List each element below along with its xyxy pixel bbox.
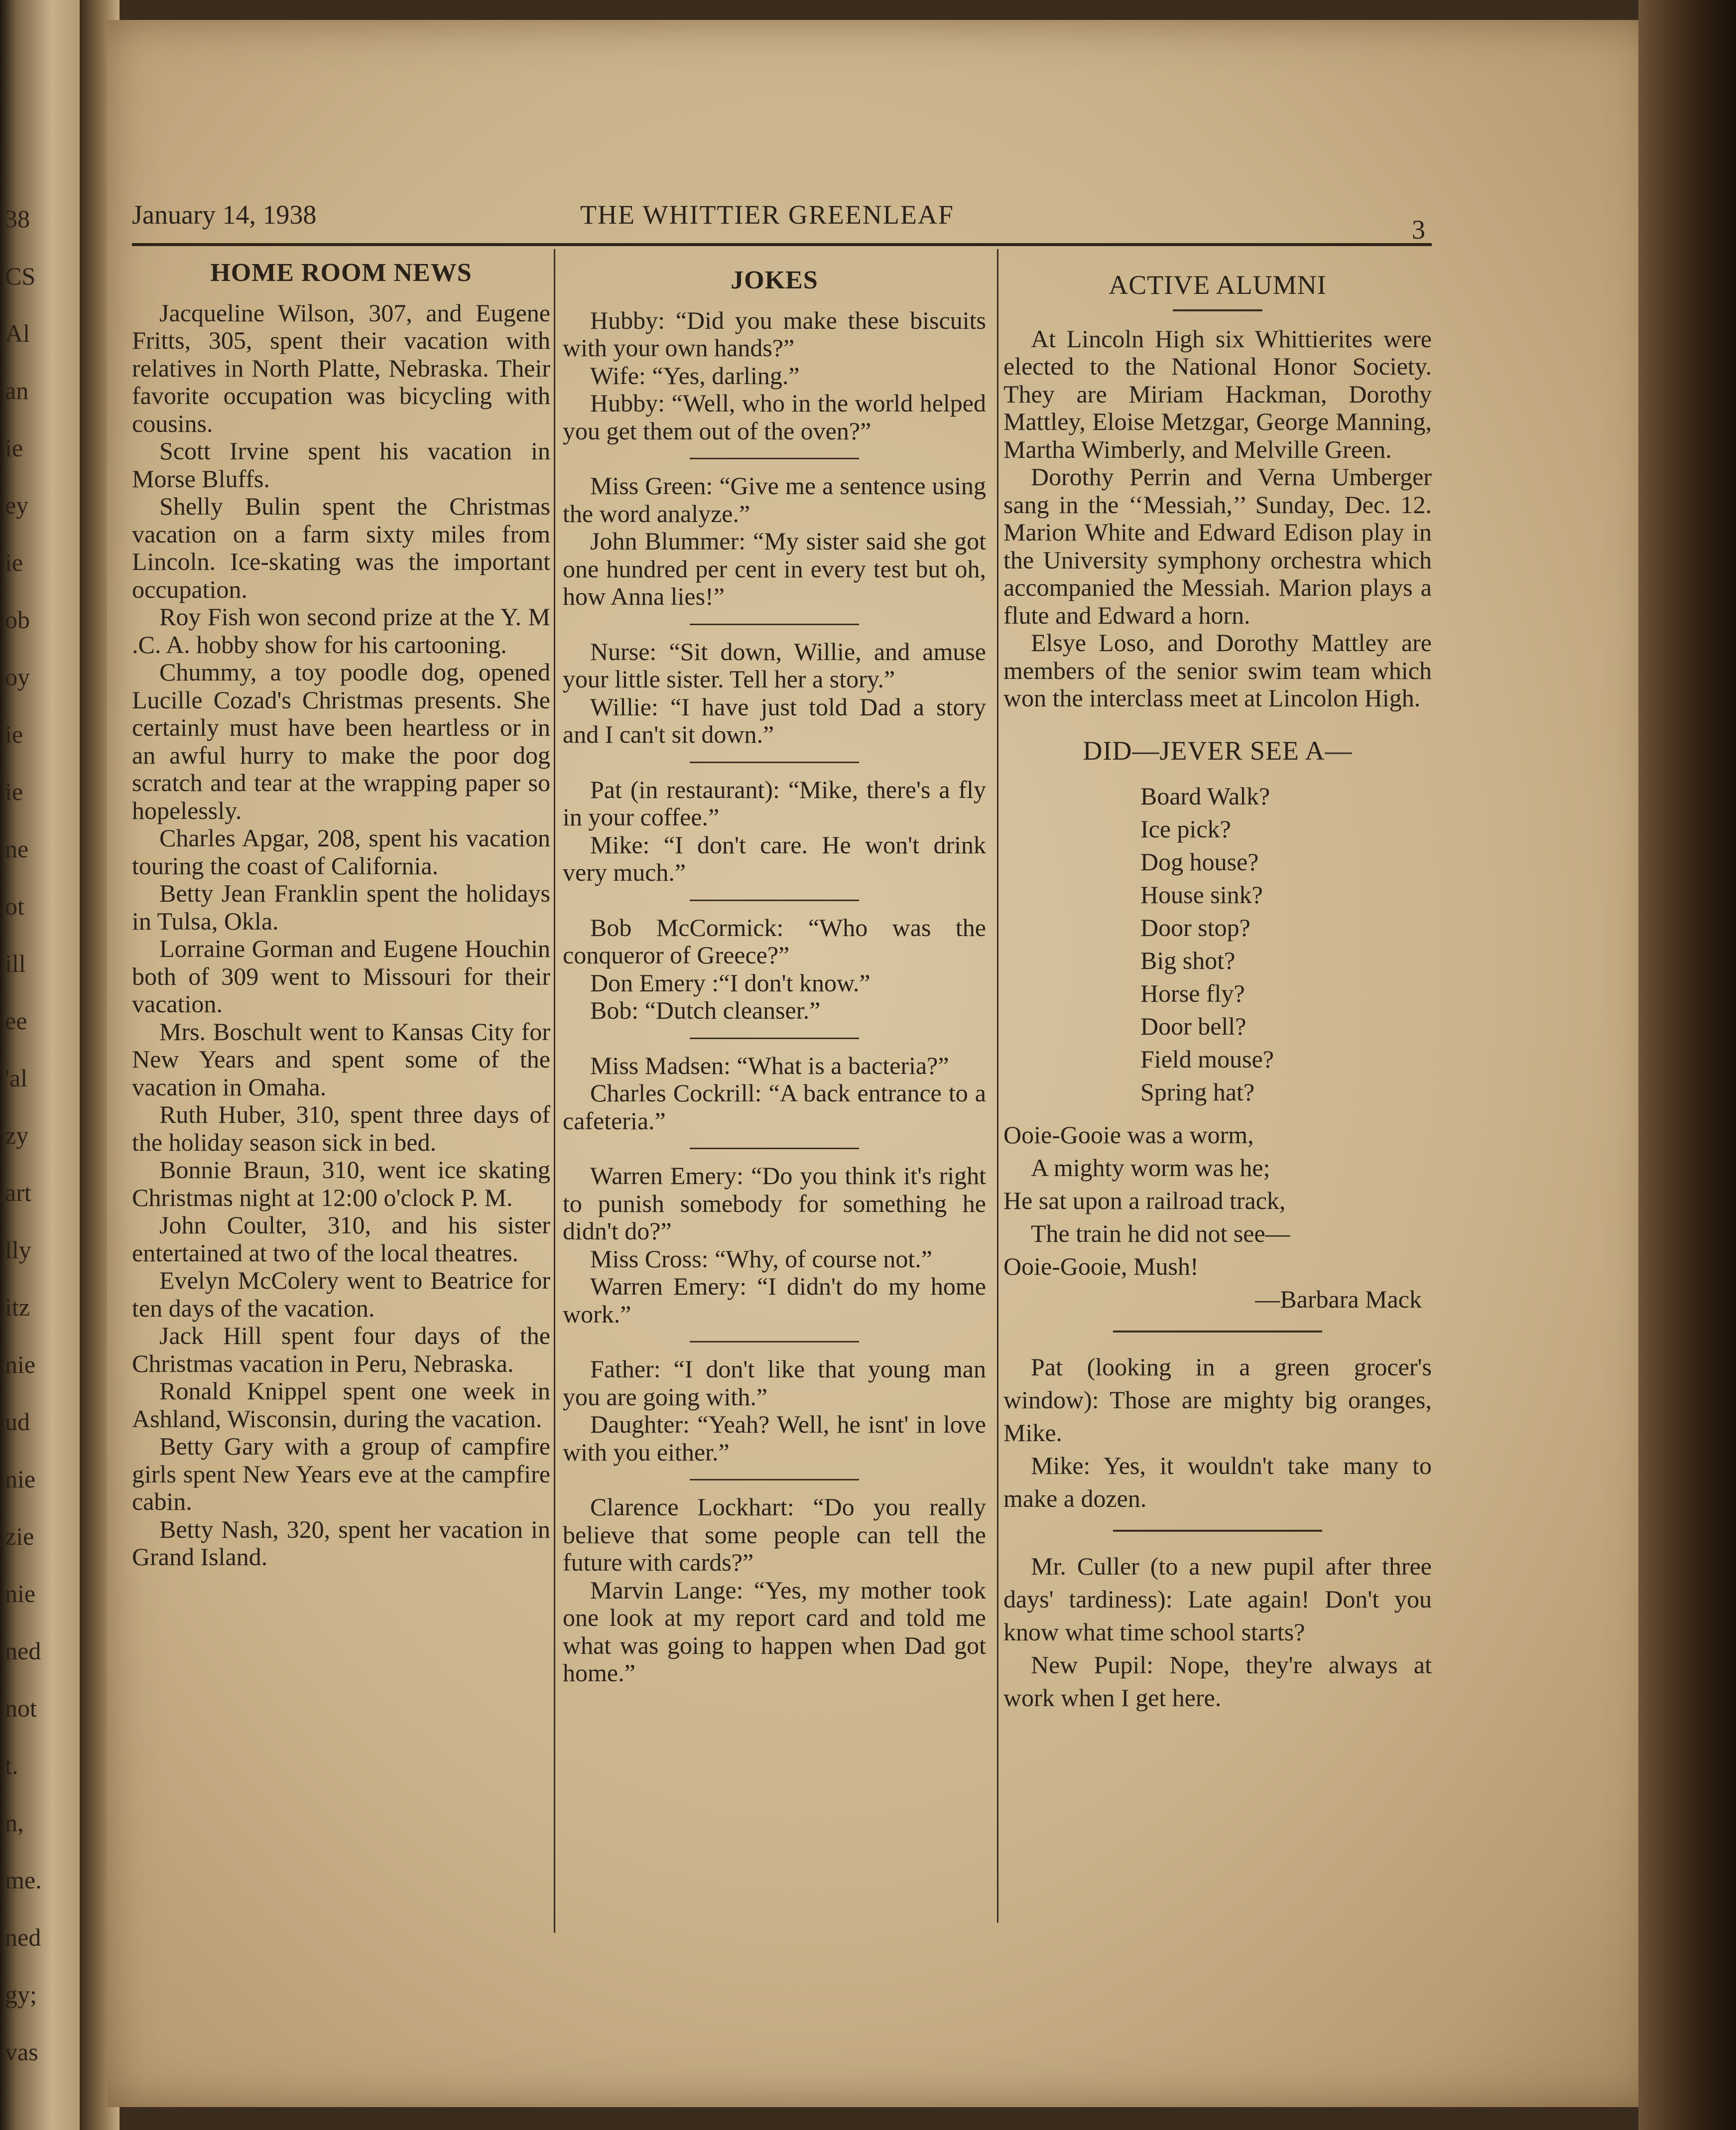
- adjacent-page-fragment: Al: [5, 319, 30, 347]
- section-heading: ACTIVE ALUMNI: [1109, 270, 1327, 300]
- joke-line: Pat (in restaurant): “Mike, there's a fly in your coffee.”: [563, 775, 986, 831]
- adjacent-page-fragment: nie: [5, 1580, 36, 1607]
- news-item: Betty Gary with a group of campfire girls spent New Years eve at the campfire cabin.: [132, 1432, 550, 1515]
- did-jever-item: Field mouse?: [1140, 1045, 1274, 1073]
- joke-line: Charles Cockrill: “A back entrance to a cafeteria.”: [563, 1079, 986, 1135]
- joke-line: Marvin Lange: “Yes, my mother took one look at my report card and told me what was going to happen when Dad got home.”: [563, 1576, 986, 1687]
- separator-rule: [690, 1038, 859, 1039]
- news-item: Betty Jean Franklin spent the holidays in Tulsa, Okla.: [132, 879, 550, 935]
- news-item: Scott Irvine spent his vacation in Morse Bluffs.: [132, 437, 550, 493]
- did-jever-item: Door stop?: [1140, 914, 1250, 941]
- adjacent-page-fragment: ie: [5, 720, 23, 748]
- joke-line: Don Emery :“I don't know.”: [590, 968, 870, 997]
- joke-line: Daughter: “Yeah? Well, he isnt' in love with you either.”: [563, 1410, 986, 1466]
- news-item: Mrs. Boschult went to Kansas City for New Years and spent some of the vacation in Omaha.: [132, 1017, 550, 1101]
- masthead: [132, 199, 1432, 244]
- did-jever-item: Board Walk?: [1140, 782, 1270, 810]
- joke-line: Hubby: “Did you make these biscuits with your own hands?”: [563, 306, 986, 362]
- did-jever-item: Door bell?: [1140, 1012, 1246, 1040]
- adjacent-page-fragment: ob: [5, 606, 30, 634]
- adjacent-page-fragment: ie: [5, 778, 23, 805]
- joke: [563, 914, 986, 1025]
- issue-date: January 14, 1938: [132, 200, 317, 230]
- adjacent-page-fragment: zie: [5, 1522, 34, 1550]
- did-jever-heading: DID—JEVER SEE A—: [1083, 735, 1353, 766]
- home-room-news-column: [132, 249, 550, 1571]
- did-jever-item: Ice pick?: [1140, 815, 1231, 843]
- news-item: Jack Hill spent four days of the Christmas vacation in Peru, Nebraska.: [132, 1322, 550, 1377]
- adjacent-page-fragment: not: [5, 1694, 37, 1722]
- separator-rule: [690, 900, 859, 901]
- joke-line: Miss Cross: “Why, of course not.”: [590, 1244, 932, 1273]
- adjacent-page-fragment: gy;: [5, 1981, 37, 2008]
- tardiness-joke: [1003, 1550, 1432, 1714]
- news-item: Ruth Huber, 310, spent three days of the holiday season sick in bed.: [132, 1100, 550, 1156]
- adjacent-page-fragment: itz: [5, 1293, 30, 1321]
- joke-line: Miss Green: “Give me a sentence using the word analyze.”: [563, 472, 986, 528]
- adjacent-page-fragment: ie: [5, 548, 23, 576]
- joke: [563, 472, 986, 611]
- adjacent-page-fragment: ot: [5, 892, 24, 920]
- news-item: Betty Nash, 320, spent her vacation in Grand Island.: [132, 1515, 550, 1571]
- separator-rule: [690, 624, 859, 625]
- alumni-item: At Lincoln High six Whittierites were elected to the National Honor Society. They are Miriam Hackman, Dorothy Mattley, Eloise Metzgar, George Manning, Martha Wimberly, and Melville Green.: [1003, 324, 1432, 463]
- separator-rule: [690, 458, 859, 459]
- adjacent-page-fragment: me.: [5, 1866, 42, 1894]
- adjacent-page-fragment: an: [5, 377, 29, 404]
- poem: [1003, 1118, 1432, 1316]
- news-item: Ronald Knippel spent one week in Ashland, Wisconsin, during the vacation.: [132, 1377, 550, 1433]
- separator-rule: [1113, 1530, 1322, 1532]
- joke-line: Clarence Lockhart: “Do you really believe that some people can tell the future with cards?”: [563, 1493, 986, 1576]
- column-divider: [997, 249, 998, 1923]
- adjacent-page-fragment: zy: [5, 1121, 29, 1149]
- adjacent-page-fragment: ie: [5, 434, 23, 462]
- joke-line: Mr. Culler (to a new pupil after three days' tardiness): Late again! Don't you know what time school starts?: [1003, 1552, 1432, 1646]
- poem-line: He sat upon a railroad track,: [1003, 1187, 1286, 1214]
- did-jever-list: [1140, 780, 1432, 1108]
- alumni-item: Elsye Loso, and Dorothy Mattley are members of the senior swim team which won the interclass meet at Lincolon High.: [1003, 629, 1432, 712]
- adjacent-page-fragment: n,: [5, 1809, 24, 1837]
- joke: [563, 776, 986, 887]
- section-heading: JOKES: [731, 266, 818, 294]
- joke-line: Bob McCormick: “Who was the conqueror of Greece?”: [563, 913, 986, 969]
- poem-author: —Barbara Mack: [1255, 1285, 1422, 1313]
- alumni-item: Dorothy Perrin and Verna Umberger sang in the ‘‘Messiah,’’ Sunday, Dec. 12. Marion White and Edward Edison play in the University symphony orchestra which accompanied the Messiah. Marion plays a flute and Edward a horn.: [1003, 463, 1432, 629]
- did-jever-item: House sink?: [1140, 881, 1263, 909]
- adjacent-page-fragment: ned: [5, 1923, 41, 1951]
- news-item: Jacqueline Wilson, 307, and Eugene Fritts, 305, spent their vacation with relatives in North Platte, Nebraska. Their favorite occupation was bicycling with cousins.: [132, 298, 550, 437]
- adjacent-page-fragment: CS: [5, 262, 36, 290]
- news-item: Roy Fish won second prize at the Y. M .C. A. hobby show for his cartooning.: [132, 603, 550, 659]
- separator-rule: [690, 762, 859, 763]
- joke-line: Nurse: “Sit down, Willie, and amuse your little sister. Tell her a story.”: [563, 637, 986, 693]
- joke-line: Warren Emery: “Do you think it's right to punish somebody for something he didn't do?”: [563, 1162, 986, 1245]
- news-item: Bonnie Braun, 310, went ice skating Christmas night at 12:00 o'clock P. M.: [132, 1156, 550, 1211]
- separator-rule: [690, 1479, 859, 1480]
- newspaper-title: THE WHITTIER GREENLEAF: [580, 200, 954, 230]
- poem-line: Ooie-Gooie was a worm,: [1003, 1121, 1254, 1149]
- column-divider: [554, 249, 555, 1933]
- news-item: Charles Apgar, 208, spent his vacation touring the coast of California.: [132, 824, 550, 880]
- adjacent-page-fragment: lly: [5, 1236, 31, 1264]
- poem-line: The train he did not see—: [1031, 1219, 1290, 1247]
- joke-line: Hubby: “Well, who in the world helped you get them out of the oven?”: [563, 389, 986, 445]
- joke-list: [563, 307, 986, 1687]
- adjacent-page-fragment: t.: [5, 1751, 18, 1779]
- adjacent-page-fragment: ud: [5, 1408, 30, 1436]
- joke-line: Bob: “Dutch cleanser.”: [590, 996, 821, 1024]
- joke: [563, 1052, 986, 1135]
- joke-line: Mike: “I don't care. He won't drink very much.”: [563, 830, 986, 886]
- joke: [563, 307, 986, 445]
- joke-line: Father: “I don't like that young man you are going with.”: [563, 1355, 986, 1411]
- adjacent-page-fragment: ey: [5, 491, 29, 519]
- did-jever-item: Big shot?: [1140, 946, 1236, 974]
- alumni-items: [1003, 325, 1432, 712]
- adjacent-page-fragment: 38: [5, 205, 30, 233]
- adjacent-page-fragment: ned: [5, 1637, 41, 1665]
- did-jever-item: Horse fly?: [1140, 979, 1245, 1007]
- joke: [563, 1355, 986, 1466]
- separator-rule: [1113, 1331, 1322, 1332]
- masthead-rule: [132, 243, 1432, 246]
- joke: [563, 638, 986, 749]
- section-heading: HOME ROOM NEWS: [210, 259, 472, 287]
- adjacent-page-fragment: nie: [5, 1465, 36, 1493]
- news-item: Shelly Bulin spent the Christmas vacation on a farm sixty miles from Lincoln. Ice-skating was the important occupation.: [132, 492, 550, 603]
- joke-line: Pat (looking in a green grocer's window): Those are mighty big oranges, Mike.: [1003, 1353, 1432, 1447]
- joke-line: New Pupil: Nope, they're always at work when I get here.: [1003, 1651, 1432, 1712]
- joke-line: Wife: “Yes, darling.”: [590, 361, 800, 390]
- page-number: 3: [1412, 215, 1425, 245]
- news-item: Chummy, a toy poodle dog, opened Lucille Cozad's Christmas presents. She certainly must have been heartless or in an awful hurry to make the poor dog scratch and tear at the wrapping paper so hopelessly.: [132, 658, 550, 824]
- joke-line: Mike: Yes, it wouldn't take many to make a dozen.: [1003, 1452, 1432, 1512]
- heading-rule: [1173, 309, 1262, 311]
- poem-line: Ooie-Gooie, Mush!: [1003, 1252, 1199, 1280]
- adjacent-page-fragment: art: [5, 1179, 31, 1206]
- adjacent-page-fragment: 'al: [5, 1064, 28, 1092]
- book-cover-edge: [1638, 0, 1736, 2130]
- news-item: John Coulter, 310, and his sister entertained at two of the local theatres.: [132, 1211, 550, 1267]
- joke-line: John Blummer: “My sister said she got one hundred per cent in every test but oh, how Anna lies!”: [563, 527, 986, 610]
- adjacent-page-fragment: nie: [5, 1350, 36, 1378]
- separator-rule: [690, 1148, 859, 1149]
- active-alumni-column: [1003, 249, 1432, 1714]
- poem-line: A mighty worm was he;: [1031, 1154, 1270, 1182]
- grocer-joke: [1003, 1350, 1432, 1515]
- jokes-column: [563, 249, 986, 1687]
- adjacent-page-fragment: ee: [5, 1007, 27, 1035]
- news-item: Lorraine Gorman and Eugene Houchin both of 309 went to Missouri for their vacation.: [132, 934, 550, 1018]
- joke-line: Miss Madsen: “What is a bacteria?”: [590, 1051, 949, 1079]
- joke: [563, 1162, 986, 1328]
- adjacent-page-fragment: ne: [5, 835, 29, 863]
- adjacent-page-fragment: ill: [5, 949, 26, 977]
- joke: [563, 1493, 986, 1687]
- joke-line: Warren Emery: “I didn't do my home work.”: [563, 1272, 986, 1328]
- did-jever-item: Dog house?: [1140, 848, 1259, 876]
- did-jever-item: Spring hat?: [1140, 1078, 1255, 1106]
- joke-line: Willie: “I have just told Dad a story and I can't sit down.”: [563, 692, 986, 748]
- news-item: Evelyn McColery went to Beatrice for ten days of the vacation.: [132, 1266, 550, 1322]
- adjacent-page-fragment: vas: [5, 2038, 38, 2066]
- adjacent-page-fragment: oy: [5, 663, 30, 691]
- news-items: [132, 299, 550, 1571]
- separator-rule: [690, 1341, 859, 1342]
